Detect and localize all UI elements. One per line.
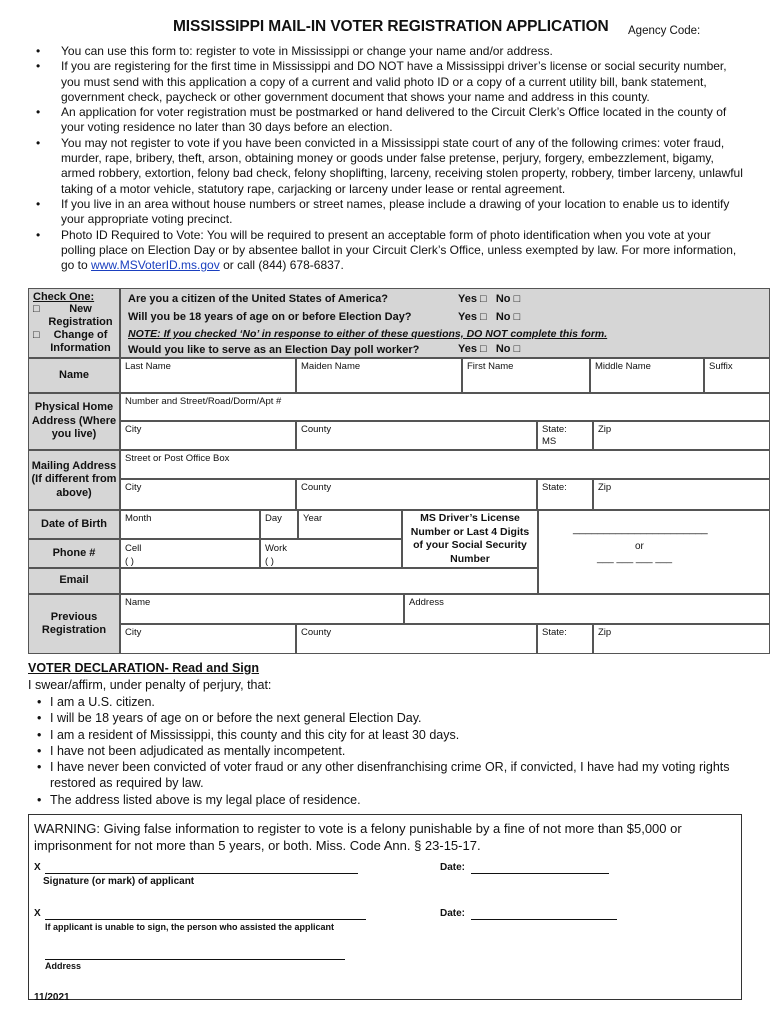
email-field[interactable]: [120, 568, 538, 594]
registration-form-grid: [28, 288, 770, 654]
phone-label: Phone #: [28, 539, 120, 568]
signature-date-line[interactable]: [471, 873, 609, 874]
assistant-date-label: Date:: [440, 908, 466, 919]
instruction-item-photo-id: [32, 228, 744, 274]
photo-id-phone: or call (844) 678-6837.: [219, 258, 344, 273]
citizen-yes-no[interactable]: Yes □ No □: [458, 293, 521, 305]
agency-code-label: Agency Code:: [628, 25, 701, 37]
mailing-street-field[interactable]: Street or Post Office Box: [120, 450, 770, 479]
instruction-item: • If you are registering for the first time in Mississippi and DO NOT have a Mississippi driver’s license or social security number, you must send with this application a copy of a current and valid photo ID or a copy of a current utility bill, bank statement, government check, paycheck or other government document that shows your name and address in this county.: [32, 59, 744, 105]
instruction-item: • An application for voter registration must be postmarked or hand delivered to the Circuit Clerk’s Office located in the county of your voting residence no later than 30 days before an election.: [32, 105, 744, 136]
change-of-information-option[interactable]: □ Change of Information: [33, 329, 111, 354]
name-row-label: Name: [28, 358, 120, 393]
license-ssn-field[interactable]: [538, 510, 770, 594]
declaration-item: • I have never been convicted of voter fraud or any other disenfranchising crime OR, if convicted, I have had my voting rights restored as required by law.: [28, 759, 743, 792]
signature-date-label: Date:: [440, 862, 466, 873]
mailing-zip-field[interactable]: Zip: [593, 479, 770, 510]
eligibility-note: NOTE: If you checked ‘No’ in response to either of these questions, DO NOT complete this form.: [128, 328, 608, 340]
previous-name-field[interactable]: Name: [120, 594, 404, 624]
assistant-signature-line[interactable]: [45, 919, 366, 920]
mailing-county-field[interactable]: County: [296, 479, 537, 510]
assistant-date-line[interactable]: [471, 919, 617, 920]
poll-worker-yes-no[interactable]: Yes □ No □: [458, 343, 521, 355]
first-name-field[interactable]: First Name: [462, 358, 590, 393]
home-zip-field[interactable]: Zip: [593, 421, 770, 450]
new-registration-option[interactable]: □ New Registration: [33, 303, 113, 328]
msvoterid-link[interactable]: www.MSVoterID.ms.gov: [91, 258, 220, 273]
cell-phone-field[interactable]: Cell ( ): [120, 539, 260, 568]
photo-id-text: Photo ID Required to Vote: You will be required to present an acceptable form of photo identification when you vote at your polling place on Election Day or by absentee ballot in your Circuit Clerk’s Office, unless exempted by law. For more information, go to: [61, 227, 737, 273]
declaration-item: • The address listed above is my legal place of residence.: [28, 792, 743, 808]
email-label: Email: [28, 568, 120, 594]
signature-line[interactable]: [45, 873, 358, 874]
license-ssn-label: MS Driver’s License Number or Last 4 Digits of your Social Security Number: [402, 510, 538, 568]
previous-city-field[interactable]: City: [120, 624, 296, 654]
form-title: MISSISSIPPI MAIL-IN VOTER REGISTRATION APPLICATION: [173, 18, 609, 35]
assistant-label: If applicant is unable to sign, the person who assisted the applicant: [45, 922, 335, 932]
assistant-address-label: Address: [45, 961, 82, 971]
dob-year-field[interactable]: Year: [298, 510, 402, 539]
mailing-state-field[interactable]: State:: [537, 479, 593, 510]
instruction-item: • You may not register to vote if you have been convicted in a Mississippi state court of any of the following crimes: voter fraud, murder, rape, bribery, theft, arson, obtaining money or goods under false pretense, perjury, forgery, embezzlement, bigamy, armed robbery, extortion, felony bad check, felony shoplifting, larceny, receiving stolen property, robbery, timber larceny, unlawful taking of a motor vehicle, statutory rape, carjacking or larceny under lease or rental agreement.: [32, 136, 744, 197]
warning-text: WARNING: Giving false information to register to vote is a felony punishable by a fine of not more than $5,000 or imprisonment for not more than 5 years, or both. Miss. Code Ann. § 23-15-17.: [34, 821, 682, 853]
home-street-field[interactable]: Number and Street/Road/Dorm/Apt #: [120, 393, 770, 421]
previous-registration-label: Previous Registration: [28, 594, 120, 654]
signature-x: X: [34, 862, 41, 873]
signature-label: Signature (or mark) of applicant: [43, 876, 195, 887]
citizen-question: Are you a citizen of the United States of America?: [128, 293, 388, 305]
physical-address-label: Physical Home Address (Where you live): [28, 393, 120, 450]
home-city-field[interactable]: City: [120, 421, 296, 450]
ssn-blanks: ___ ___ ___ ___: [597, 553, 673, 564]
warning-signature-box: [28, 814, 742, 1000]
age-yes-no[interactable]: Yes □ No □: [458, 311, 521, 323]
assistant-address-line[interactable]: [45, 959, 345, 960]
declaration-item: • I will be 18 years of age on or before the next general Election Day.: [28, 710, 743, 726]
declaration-item: • I am a U.S. citizen.: [28, 694, 743, 710]
dob-day-field[interactable]: Day: [260, 510, 298, 539]
assistant-x: X: [34, 908, 41, 919]
age-question: Will you be 18 years of age on or before Election Day?: [128, 311, 412, 323]
checkbox-icon[interactable]: □: [33, 329, 40, 341]
mailing-city-field[interactable]: City: [120, 479, 296, 510]
maiden-name-field[interactable]: Maiden Name: [296, 358, 462, 393]
previous-address-field[interactable]: Address: [404, 594, 770, 624]
check-one-label: Check One:: [33, 291, 95, 303]
license-blank: ______________________: [573, 523, 708, 535]
middle-name-field[interactable]: Middle Name: [590, 358, 704, 393]
poll-worker-question: Would you like to serve as an Election Day poll worker?: [128, 344, 420, 356]
declaration-intro: I swear/affirm, under penalty of perjury, that:: [28, 678, 272, 692]
dob-month-field[interactable]: Month: [120, 510, 260, 539]
work-phone-field[interactable]: Work ( ): [260, 539, 402, 568]
declaration-list: [28, 694, 743, 808]
checkbox-icon[interactable]: □: [33, 303, 40, 315]
instruction-item: • You can use this form to: register to vote in Mississippi or change your name and/or address.: [32, 44, 744, 59]
home-county-field[interactable]: County: [296, 421, 537, 450]
previous-county-field[interactable]: County: [296, 624, 537, 654]
instructions-list: [32, 44, 744, 273]
date-of-birth-label: Date of Birth: [28, 510, 120, 539]
mailing-address-label: Mailing Address (If different from above): [28, 450, 120, 510]
declaration-item: • I have not been adjudicated as mentally incompetent.: [28, 743, 743, 759]
revision-date: 11/2021: [34, 992, 70, 1003]
previous-state-field[interactable]: State:: [537, 624, 593, 654]
declaration-item: • I am a resident of Mississippi, this county and this city for at least 30 days.: [28, 727, 743, 743]
check-one-section: [28, 288, 120, 358]
suffix-field[interactable]: Suffix: [704, 358, 770, 393]
previous-zip-field[interactable]: Zip: [593, 624, 770, 654]
declaration-title: VOTER DECLARATION- Read and Sign: [28, 661, 260, 675]
license-or: or: [635, 541, 644, 552]
last-name-field[interactable]: Last Name: [120, 358, 296, 393]
instruction-item: • If you live in an area without house numbers or street names, please include a drawing of your location to enable us to identify your appropriate voting precinct.: [32, 197, 744, 228]
home-state-field[interactable]: State: MS: [537, 421, 593, 450]
